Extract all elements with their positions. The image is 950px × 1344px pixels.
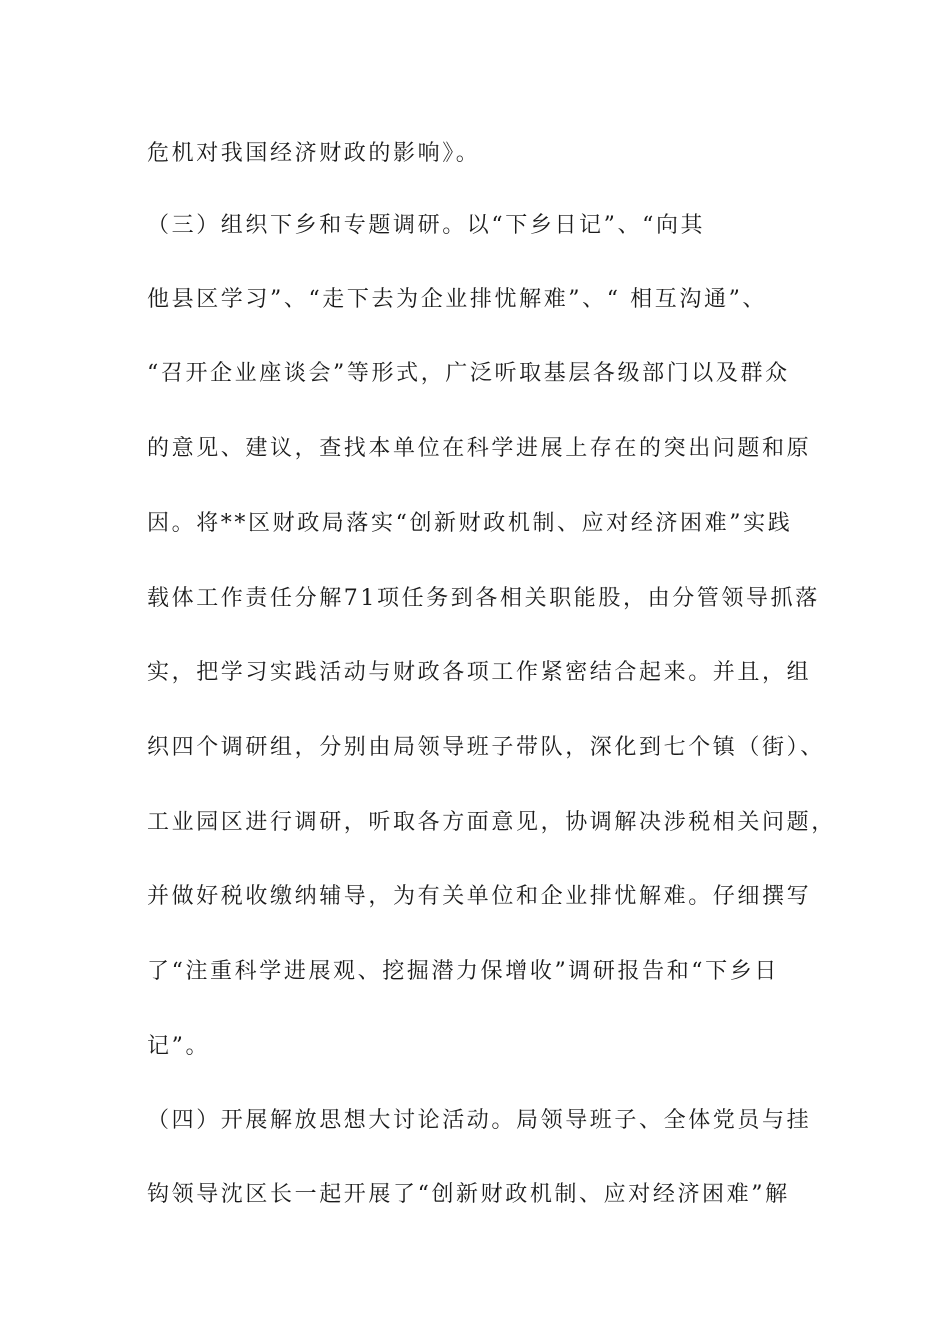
text-line: 实，把学习实践活动与财政各项工作紧密结合起来。并且，组 [147,660,812,685]
text-line: 他县区学习”、“走下去为企业排忧解难”、“ 相互沟通”、 [147,287,768,312]
text-line: 工业园区进行调研，听取各方面意见，协调解决涉税相关问题， [147,810,836,835]
text-line: 载体工作责任分解71项任务到各相关职能股，由分管领导抓落 [147,586,820,611]
text-line: 因。将**区财政局落实“创新财政机制、应对经济困难”实践 [147,511,793,536]
text-line: 记”。 [147,1034,211,1059]
text-line: 了“注重科学进展观、挖掘潜力保增收”调研报告和“下乡日 [147,959,779,984]
text-line: 危机对我国经济财政的影响》。 [147,141,481,166]
text-line: “召开企业座谈会”等形式，广泛听取基层各级部门以及群众 [147,361,790,386]
text-line: 钩领导沈区长一起开展了“创新财政机制、应对经济困难”解 [147,1182,790,1207]
text-line: 的意见、建议，查找本单位在科学进展上存在的突出问题和原 [147,436,812,461]
text-line: （三）组织下乡和专题调研。以“下乡日记”、“向其 [147,213,706,238]
text-line: （四）开展解放思想大讨论活动。局领导班子、全体党员与挂 [147,1108,812,1133]
text-line: 织四个调研组，分别由局领导班子带队，深化到七个镇（街）、 [147,735,825,760]
text-line: 并做好税收缴纳辅导，为有关单位和企业排忧解难。仔细撰写 [147,884,812,909]
